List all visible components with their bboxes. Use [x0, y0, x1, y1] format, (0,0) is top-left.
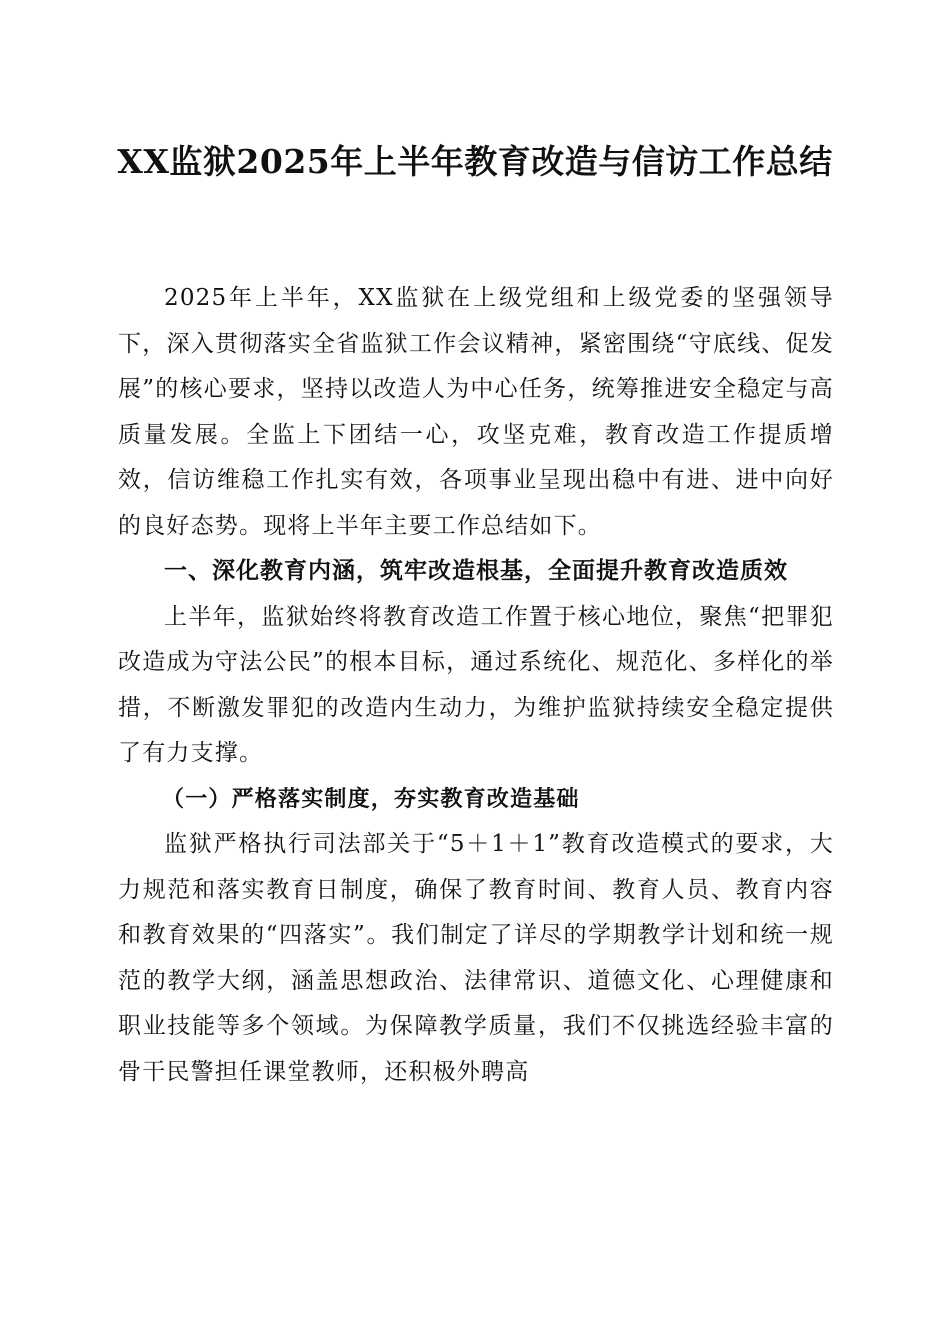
document-body	[118, 276, 834, 1095]
subsection-heading-1: （一）严格落实制度，夯实教育改造基础	[162, 785, 580, 812]
section-1-paragraph: 上半年，监狱始终将教育改造工作置于核心地位，聚焦“把罪犯改造成为守法公民”的根本目标，通过系统化、规范化、多样化的举措，不断激发罪犯的改造内生动力，为维护监狱持续安全稳定提供了有力支撑。	[118, 603, 834, 766]
subsection-1-paragraph: 监狱严格执行司法部关于“5＋1＋1”教育改造模式的要求，大力规范和落实教育日制度，确保了教育时间、教育人员、教育内容和教育效果的“四落实”。我们制定了详尽的学期教学计划和统一规范的教学大纲，涵盖思想政治、法律常识、道德文化、心理健康和职业技能等多个领域。为保障教学质量，我们不仅挑选经验丰富的骨干民警担任课堂教师，还积极外聘高	[118, 831, 834, 1085]
section-heading-1: 一、深化教育内涵，筑牢改造根基，全面提升教育改造质效	[164, 558, 788, 584]
intro-paragraph: 2025年上半年，XX监狱在上级党组和上级党委的坚强领导下，深入贯彻落实全省监狱工作会议精神，紧密围绕“守底线、促发展”的核心要求，坚持以改造人为中心任务，统筹推进安全稳定与高质量发展。全监上下团结一心，攻坚克难，教育改造工作提质增效，信访维稳工作扎实有效，各项事业呈现出稳中有进、进中向好的良好态势。现将上半年主要工作总结如下。	[118, 285, 834, 539]
document-title: XX监狱2025年上半年教育改造与信访工作总结	[117, 142, 833, 181]
